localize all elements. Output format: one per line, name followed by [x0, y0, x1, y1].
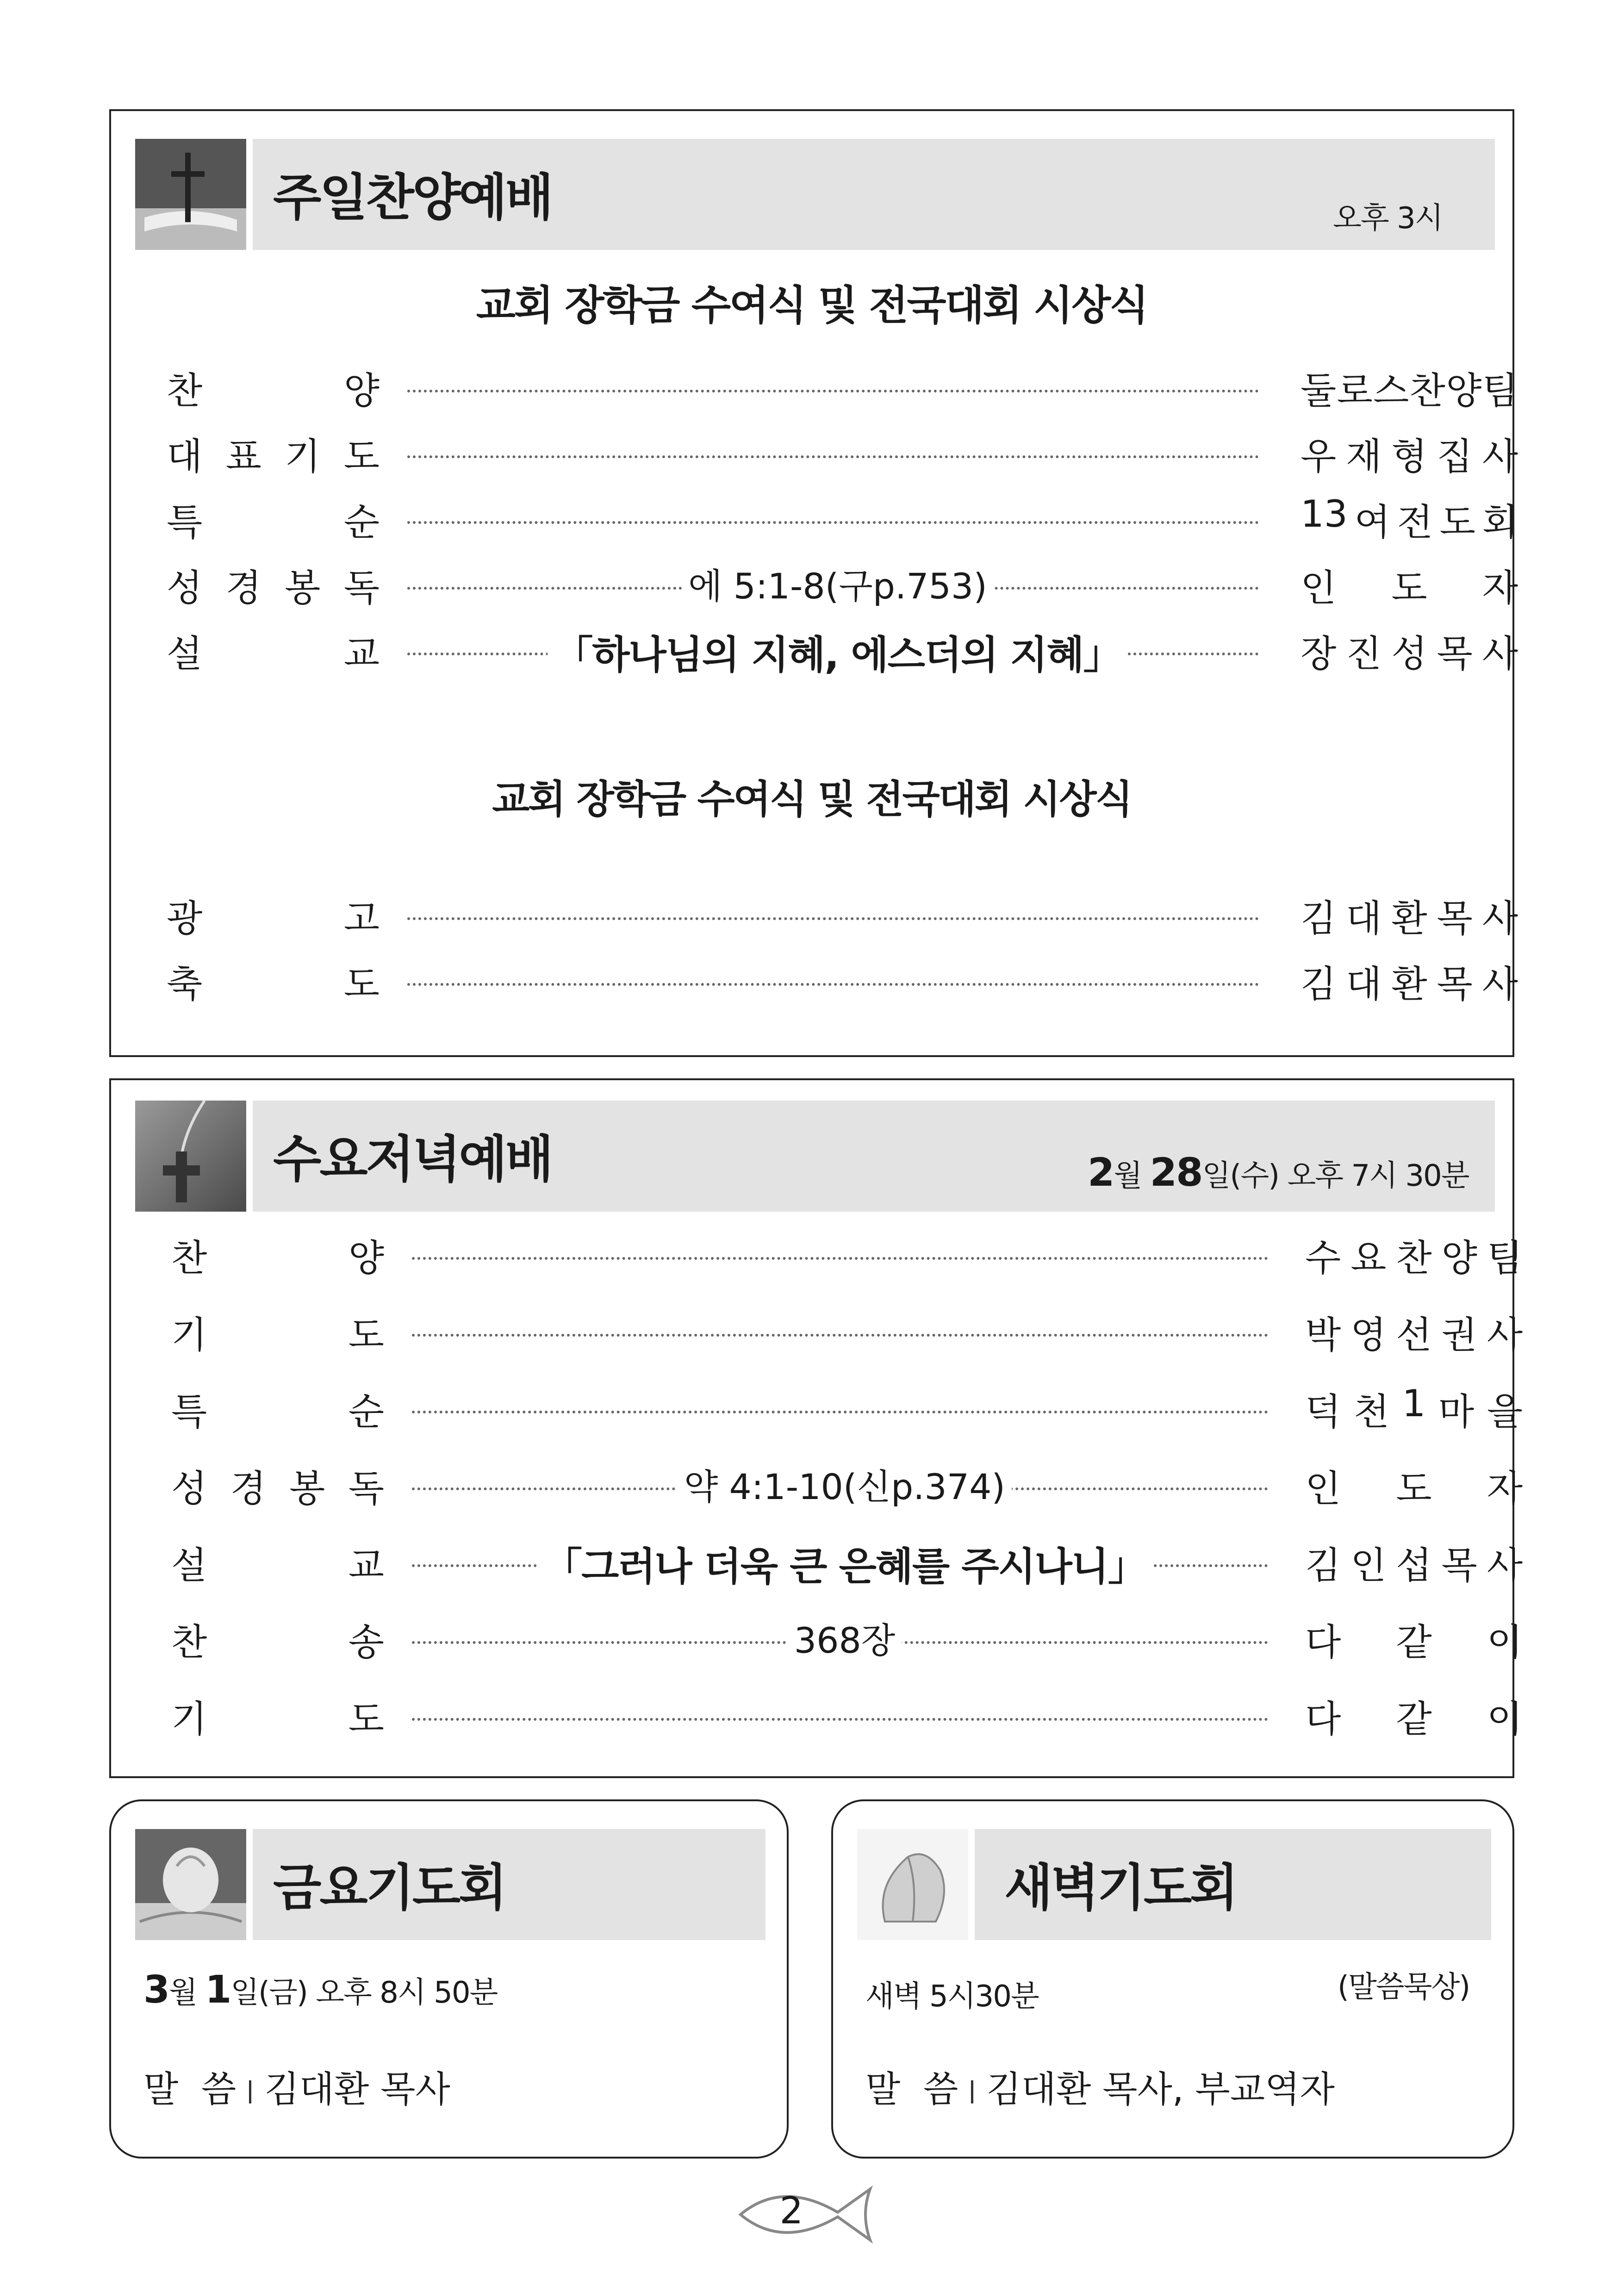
- order-detail: 「그러나 더욱 큰 은혜를 주시나니」: [412, 1536, 1277, 1592]
- order-row: [167, 361, 1518, 412]
- praying-hands-icon: [857, 1829, 968, 1940]
- sunday-subtitle: 교회 장학금 수여식 및 전국대회 시상식: [476, 281, 1148, 329]
- page-number: 2: [779, 2189, 803, 2232]
- dawn-prayer-box: [831, 1799, 1514, 2159]
- order-label: 대 표 기 도: [167, 435, 380, 478]
- friday-time: 3월 1일(금) 오후 8시 50분: [143, 1968, 498, 2012]
- friday-speaker: [143, 2060, 450, 2112]
- friday-prayer-box: [109, 1799, 789, 2159]
- order-row: [171, 1459, 1523, 1510]
- dotted-leader: [407, 917, 1259, 920]
- order-person: 우 재 형 집 사: [1301, 435, 1518, 478]
- order-row: [171, 1228, 1523, 1280]
- order-row: [171, 1612, 1523, 1664]
- order-row: [167, 889, 1518, 940]
- dawn-speaker: [865, 2060, 1335, 2112]
- rosary-icon: [135, 1101, 246, 1212]
- praying-hands-bible-icon: [135, 1829, 246, 1940]
- dawn-time: 새벽 5시30분: [865, 1979, 1039, 2014]
- order-person: 덕 천 1 마 을: [1305, 1382, 1523, 1433]
- dotted-leader: [407, 390, 1259, 392]
- order-detail: 약 4:1-10(신p.374): [412, 1459, 1277, 1509]
- friday-speaker-name: 김대환 목사: [264, 2069, 450, 2110]
- order-label: 설 교: [171, 1544, 384, 1587]
- order-label: 찬 송: [171, 1621, 384, 1664]
- dotted-leader: [407, 521, 1259, 524]
- sunday-time: 오후 3시: [1333, 201, 1443, 236]
- dotted-leader: [412, 1411, 1268, 1413]
- order-person: 13 여 전 도 회: [1301, 492, 1518, 544]
- wednesday-time: 2월 28일(수) 오후 7시 30분: [1088, 1150, 1469, 1195]
- order-detail: 368장: [412, 1612, 1277, 1663]
- sunday-title: 주일찬양예배: [273, 169, 552, 227]
- wednesday-title: 수요저녁예배: [273, 1131, 552, 1188]
- dotted-leader: [412, 1257, 1268, 1260]
- order-person: 다 같 이: [1305, 1698, 1523, 1741]
- order-row: [167, 492, 1518, 544]
- order-person: 박 영 선 권 사: [1305, 1313, 1523, 1356]
- order-row: [167, 427, 1518, 478]
- order-label: 성 경 봉 독: [171, 1467, 384, 1510]
- order-person: 다 같 이: [1305, 1621, 1523, 1664]
- sunday-subtitle-2: 교회 장학금 수여식 및 전국대회 시상식: [492, 777, 1132, 822]
- order-label: 축 도: [167, 963, 380, 1006]
- order-label: 특 순: [171, 1390, 384, 1433]
- order-detail: 「하나님의 지혜, 에스더의 지혜」: [407, 624, 1268, 680]
- order-row: [171, 1536, 1523, 1589]
- dawn-title: 새벽기도회: [1004, 1859, 1237, 1917]
- order-label: 광 고: [167, 897, 380, 940]
- order-person: 김 대 환 목 사: [1301, 897, 1518, 940]
- order-detail: 에 5:1-8(구p.753): [407, 558, 1268, 609]
- order-row: [171, 1305, 1523, 1356]
- order-label: 특 순: [167, 501, 380, 544]
- order-row: [167, 558, 1518, 610]
- friday-speaker-label: 말 씀: [143, 2069, 236, 2110]
- friday-title: 금요기도회: [273, 1859, 505, 1917]
- order-label: 기 도: [171, 1698, 384, 1741]
- order-label: 설 교: [167, 632, 380, 675]
- order-person: 둘 로 스 찬 양 팀: [1301, 369, 1518, 412]
- dotted-leader: [407, 983, 1259, 986]
- dawn-note: (말씀묵상): [1338, 1970, 1470, 2004]
- order-person: 인 도 자: [1305, 1467, 1523, 1510]
- wednesday-service-box: [109, 1078, 1523, 1778]
- order-row: [171, 1382, 1523, 1433]
- order-label: 찬 양: [171, 1237, 384, 1280]
- order-person: 수 요 찬 양 팀: [1305, 1237, 1523, 1280]
- order-person: 김 대 환 목 사: [1301, 963, 1518, 1006]
- order-person: 장 진 성 목 사: [1301, 632, 1518, 675]
- order-row: [171, 1689, 1523, 1741]
- order-person: 인 도 자: [1301, 566, 1518, 610]
- order-label: 찬 양: [167, 369, 380, 412]
- dawn-speaker-label: 말 씀: [865, 2069, 958, 2110]
- page-number-fish: [731, 2175, 879, 2254]
- order-person: 김 인 섭 목 사: [1305, 1544, 1523, 1587]
- dotted-leader: [412, 1718, 1268, 1721]
- order-label: 기 도: [171, 1313, 384, 1356]
- order-label: 성 경 봉 독: [167, 566, 380, 610]
- cross-bible-icon: [135, 139, 246, 250]
- dotted-leader: [412, 1334, 1268, 1337]
- dawn-speaker-name: 김대환 목사, 부교역자: [986, 2069, 1335, 2110]
- dotted-leader: [407, 455, 1259, 458]
- order-row: [167, 954, 1518, 1006]
- sunday-service-box: [109, 109, 1518, 1057]
- order-row: [167, 624, 1518, 678]
